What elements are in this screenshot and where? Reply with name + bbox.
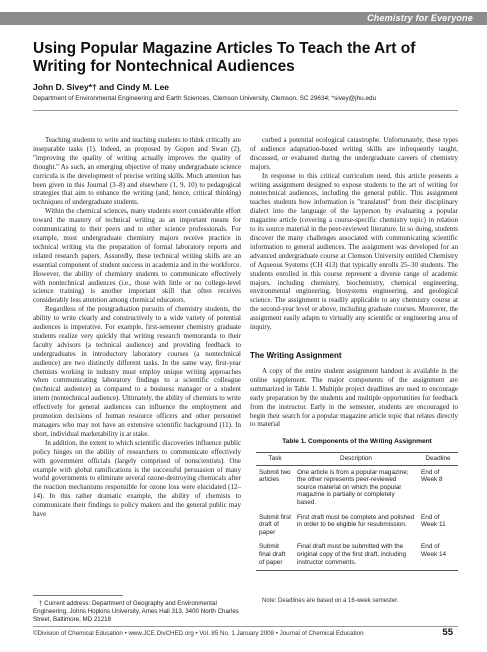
section-heading: The Writing Assignment bbox=[250, 351, 342, 360]
author-affiliation: Department of Environmental Engineering and Earth Sciences, Clemson University, Clemson, SC 29634; *sivey@jhu.edu bbox=[33, 95, 377, 102]
body-paragraph: In addition, the extent to which scientific discoveries influence public policy hinges on the ability of researchers to communicate effectively with government officials (largely comprised of nonscientists). One example with global ramifications is the successful persuasion of many world governments to eliminate several ozone-destroying chemicals after the reaction mechanisms responsible for ozone loss were elucidated (12–14). In this rather dramatic example, the ability of chemists to communicate their findings to policy makers and the general public may have bbox=[33, 438, 241, 519]
article-authors: John D. Sivey*† and Cindy M. Lee bbox=[33, 82, 170, 92]
table-header-cell: Task bbox=[256, 453, 294, 466]
table-cell: Submit first draft of paper bbox=[259, 513, 291, 536]
title-divider bbox=[33, 110, 458, 111]
section-label: Chemistry for Everyone bbox=[367, 13, 473, 23]
table-cell: End of Week 11 bbox=[421, 513, 446, 529]
table-row bbox=[256, 540, 458, 570]
left-column bbox=[33, 136, 241, 579]
components-table bbox=[256, 452, 458, 571]
table-cell: First draft must be complete and polished in order to be eligible for resubmission. bbox=[297, 513, 415, 529]
body-paragraph: A copy of the entire student assignment handout is available in the online supplement. The major components of the assignment are summarized in Table 1. Multiple project deadlines are used to encourage early preparation by the students and multiple opportunities for feedback from the instructor. Early in the semester, students are encouraged to begin their search for a popular magazine article topic that relates directly to material bbox=[250, 367, 458, 429]
page-footer-citation: ©Division of Chemical Education • www.JCE.DivCHED.org • Vol. 85 No. 1 January 2008 • Journal of Chemical Education bbox=[33, 630, 364, 637]
table-cell: Submit two articles bbox=[259, 468, 291, 484]
right-column bbox=[250, 136, 458, 332]
table-note: Note: Deadlines are based on a 16-week semester. bbox=[262, 598, 399, 604]
section-header-bar bbox=[0, 12, 487, 25]
footnote-divider bbox=[33, 595, 123, 596]
body-paragraph: Within the chemical sciences, many students exert considerable effort toward the mastery of technical writing as an important means for communicating to their peers and to other science professionals. For example, most undergraduate chemistry majors receive practice in technical writing via the preparation of formal laboratory reports and related research papers. Assuredly, these technical writing skills are an essential component of student success in academia and in the workforce. However, the ability of chemistry students to communicate effectively with nontechnical audiences (i.e., those with little or no college-level science training) is another important skill that often receives considerably less attention among chemical educators. bbox=[33, 207, 241, 305]
table-cell: Submit final draft of paper bbox=[256, 540, 294, 570]
table-cell: One article is from a popular magazine; the other represents peer-reviewed source material on which the popular magazine is partially or completely based. bbox=[297, 468, 409, 506]
page-number: 55 bbox=[442, 627, 453, 638]
footer-divider bbox=[33, 626, 458, 627]
table-cell: Final draft must be submitted with the original copy of the first draft, including instructor comments. bbox=[294, 540, 418, 570]
body-paragraph: Regardless of the postgraduation pursuits of chemistry students, the ability to write clearly and constructively to a wide variety of potential audiences is imperative. For example, first-semester chemistry graduate students realize very quickly that writing research memoranda to their faculty advisors (a technical audience) and providing feedback to undergraduates in introductory laboratory courses (a nontechnical audience) are two distinctly different tasks. In the same way, first-year chemists working in industry must employ unique writing approaches when communicating laboratory findings to a scientific colleague (technical audience) as compared to a business manager or a student intern (nontechnical audience). Ultimately, the ability of chemists to write effectively for general audiences can influence the employment and promotion decisions of human resource officers and other personnel managers who may not have an extensive scientific background (11). In short, individual marketability is at stake. bbox=[33, 305, 241, 438]
table-cell: End of Week 8 bbox=[421, 468, 443, 484]
table-header-row bbox=[256, 453, 458, 466]
table-row bbox=[256, 511, 458, 541]
article-title: Using Popular Magazine Articles To Teach the Art of Writing for Nontechnical Audiences bbox=[33, 40, 416, 75]
body-paragraph: curbed a potential ecological catastrophe. Unfortunately, these types of audience adaptation-based writing skills are infrequently taught, discussed, or evaluated during the undergraduate careers of chemistry majors. bbox=[250, 136, 458, 171]
body-paragraph: In response to this critical curriculum need, this article presents a writing assignment designed to expose students to the art of writing for nontechnical audiences, including the general public. This assignment teaches students how information is "translated" from their disciplinary dialect into the language of the layperson by evaluating a popular magazine article (covering a course-specific chemistry topic) in relation to its source material in the peer-reviewed literature. In so doing, students discover the many challenges associated with communicating scientific information to general audiences. The assignment was developed for an advanced undergraduate course at Clemson University entitled Chemistry of Aqueous Systems (CH 413) that typically enrolls 25–30 students. The students enrolled in this course represent a diverse range of academic majors, including chemistry, biochemistry, chemical engineering, environmental engineering, biosystems engineering, and geological science. The assignment is readily applicable to any chemistry course at the second-year level or above, including graduate courses. Moreover, the assignment easily adapts to virtually any scientific or engineering area of inquiry. bbox=[250, 171, 458, 332]
footnote: † Current address: Department of Geography and Environmental Engineering, Johns Hopkins University, Ames Hall 313, 3400 North Charles Street, Baltimore, MD 21218 bbox=[33, 600, 239, 623]
table-header-cell: Description bbox=[294, 453, 418, 466]
table-title: Table 1. Components of the Writing Assignment bbox=[282, 438, 432, 445]
table-cell: End of Week 14 bbox=[418, 540, 458, 570]
body-paragraph: Teaching students to write and teaching students to think critically are inseparable tasks (1). Indeed, as proposed by Gopen and Swan (2), "improving the quality of writing actually improves the quality of thought." As such, an emerging objective of many undergraduate science curricula is the development of precise writing skills. Much attention has been given in this Journal (3–8) and elsewhere (1, 9, 10) to pedagogical strategies that aim to enhance the writing (and, hence, critical thinking) techniques of undergraduate students. bbox=[33, 136, 241, 207]
table-header-cell: Deadline bbox=[418, 453, 458, 466]
table-row bbox=[256, 465, 458, 510]
writing-section-text bbox=[250, 367, 458, 429]
